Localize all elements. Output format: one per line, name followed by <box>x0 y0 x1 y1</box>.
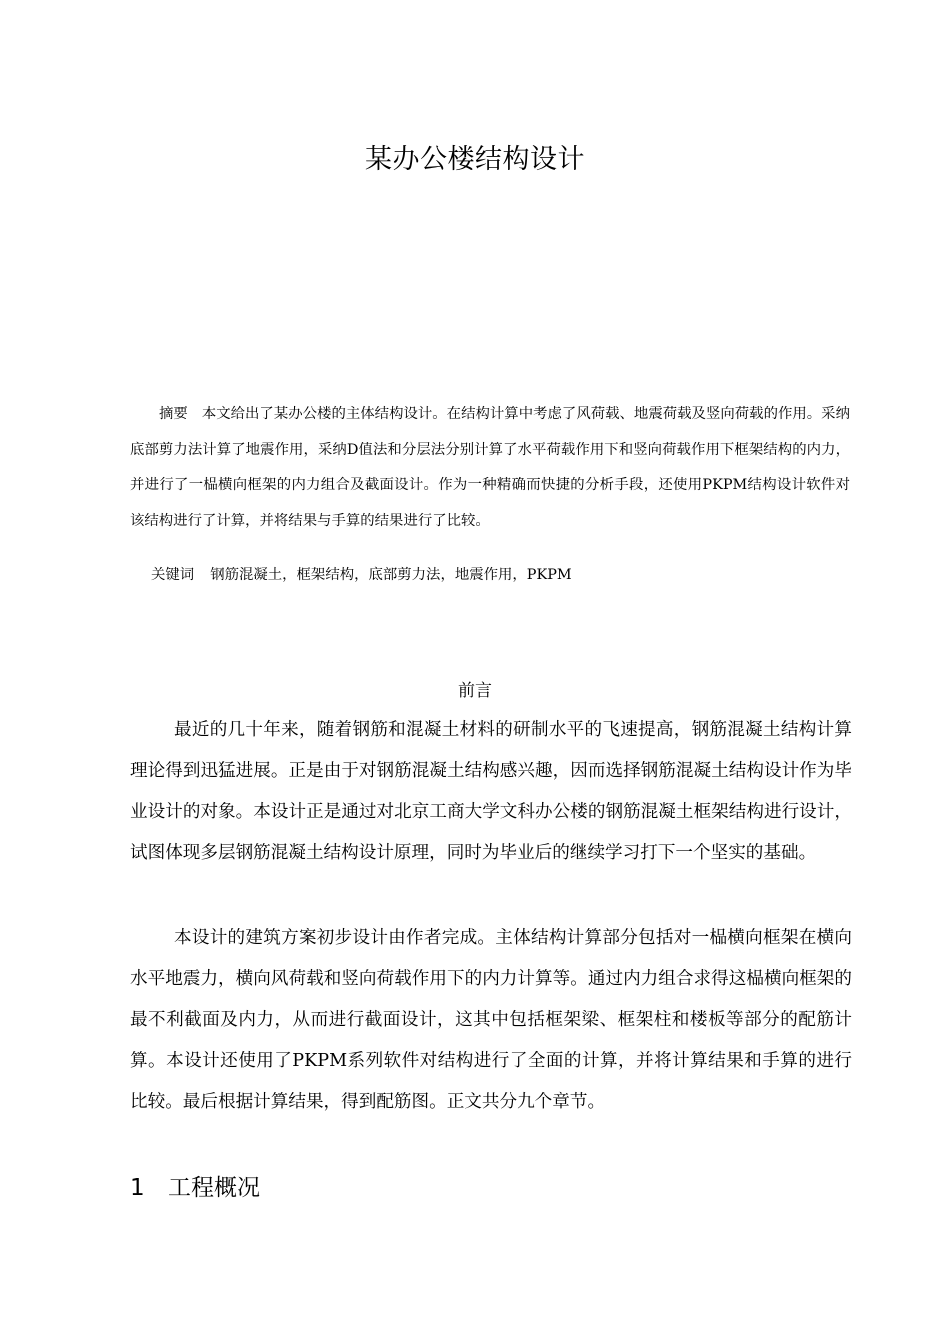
page-title: 某办公楼结构设计 <box>365 144 585 175</box>
keywords <box>151 558 572 593</box>
keywords-label: 关键词 <box>151 567 195 583</box>
keywords-text: 钢筋混凝土，框架结构，底部剪力法，地震作用，PKPM <box>210 567 572 583</box>
section-number: 1 <box>130 1175 145 1201</box>
section-heading <box>130 1168 260 1208</box>
preface-paragraph-1: 最近的几十年来，随着钢筋和混凝土材料的研制水平的飞速提高，钢筋混凝土结构计算理论得到迅猛进展。正是由于对钢筋混凝土结构感兴趣，因而选择钢筋混凝土结构设计作为毕业设计的对象。本设计正是通过对北京工商大学文科办公楼的钢筋混凝土框架结构进行设计，试图体现多层钢筋混凝土结构设计原理，同时为毕业后的继续学习打下一个坚实的基础。 <box>130 720 852 863</box>
abstract-label: 摘要 <box>159 406 188 422</box>
section-title: 工程概况 <box>168 1175 260 1201</box>
abstract <box>130 397 850 539</box>
preface-paragraph-2: 本设计的建筑方案初步设计由作者完成。主体结构计算部分包括对一榀横向框架在横向水平地震力，横向风荷载和竖向荷载作用下的内力计算等。通过内力组合求得这榀横向框架的最不利截面及内力，从而进行截面设计，这其中包括框架梁、框架柱和楼板等部分的配筋计算。本设计还使用了PKPM系列软件对结构进行了全面的计算，并将计算结果和手算的进行比较。最后根据计算结果，得到配筋图。正文共分九个章节。 <box>130 928 852 1112</box>
abstract-text: 本文给出了某办公楼的主体结构设计。在结构计算中考虑了风荷载、地震荷载及竖向荷载的作用。采纳底部剪力法计算了地震作用，采纳D值法和分层法分别计算了水平荷载作用下和竖向荷载作用下框架结构的内力，并进行了一榀横向框架的内力组合及截面设计。作为一种精确而快捷的分析手段，还使用PKPM结构设计软件对该结构进行了计算，并将结果与手算的结果进行了比较。 <box>130 406 850 529</box>
preface-title: 前言 <box>458 681 492 701</box>
